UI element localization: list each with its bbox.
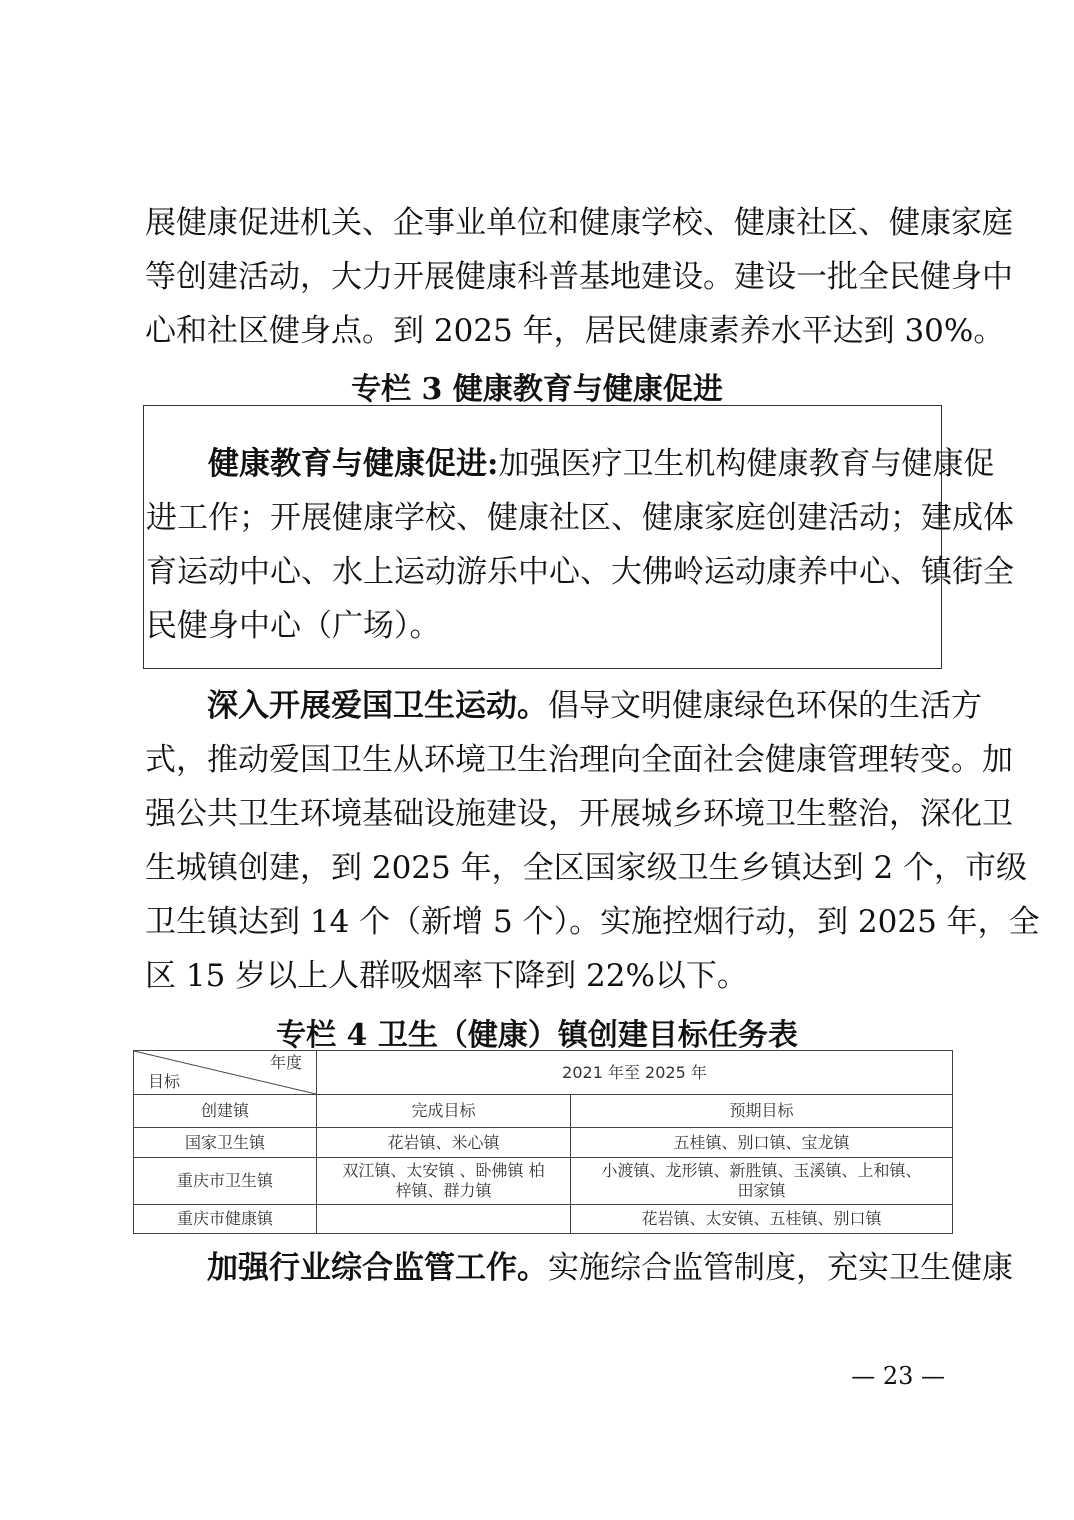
- column-3-line-1: [146, 444, 995, 484]
- paragraph-2-line-1: [145, 686, 982, 726]
- paragraph-1-line-2: 等创建活动，大力开展健康科普基地建设。建设一批全民健身中: [145, 259, 1013, 295]
- row-label: 国家卫生镇: [134, 1128, 317, 1158]
- expected-cell: [571, 1128, 953, 1158]
- paragraph-2-line-6: 区 15 岁以上人群吸烟率下降到 22%以下。: [145, 958, 748, 994]
- expected-text: 五桂镇、别口镇、宝龙镇: [673, 1132, 850, 1152]
- done-text-line-2: 梓镇、群力镇: [395, 1181, 492, 1200]
- diag-header-target: 目标: [148, 1072, 181, 1091]
- table-header-row: [134, 1051, 953, 1095]
- column-4-title: 专栏 4 卫生（健康）镇创建目标任务表: [276, 1018, 798, 1053]
- paragraph-2-line-5: 卫生镇达到 14 个（新增 5 个）。实施控烟行动，到 2025 年，全: [145, 904, 1040, 940]
- column-3-line-2: 进工作；开展健康学校、健康社区、健康家庭创建活动；建成体: [146, 500, 1014, 536]
- column-3-box: [143, 405, 1014, 669]
- period-header: 2021 年至 2025 年: [317, 1051, 953, 1095]
- diagonal-header-cell: [134, 1051, 317, 1095]
- table-row: [134, 1128, 953, 1158]
- expected-text-line-1: 小渡镇、龙形镇、新胜镇、玉溪镇、上和镇、: [601, 1161, 922, 1180]
- column-3-line-1-rest: 加强医疗卫生机构健康教育与健康促: [498, 446, 995, 482]
- expected-text-line-2: 田家镇: [737, 1181, 786, 1200]
- town-targets-table: [133, 1050, 953, 1234]
- table-subheader-row: [134, 1095, 953, 1128]
- expected-target-header: 预期目标: [571, 1095, 953, 1128]
- done-target-header: 完成目标: [317, 1095, 571, 1128]
- paragraph-2-line-1-rest: 倡导文明健康绿色环保的生活方: [548, 688, 982, 724]
- row-label: 重庆市卫生镇: [134, 1158, 317, 1205]
- column-3-bold-lead: 健康教育与健康促进:: [208, 446, 499, 482]
- table-row: [134, 1205, 953, 1234]
- column-3-line-4: 民健身中心（广场）。: [146, 608, 441, 644]
- column-3-title: 专栏 3 健康教育与健康促进: [351, 372, 723, 407]
- paragraph-2-bold-lead: 深入开展爱国卫生运动。: [207, 688, 548, 724]
- paragraph-3-line-1-rest: 实施综合监管制度，充实卫生健康: [548, 1250, 1013, 1286]
- paragraph-2-line-4: 生城镇创建，到 2025 年，全区国家级卫生乡镇达到 2 个，市级: [145, 850, 1028, 886]
- paragraph-3-line-1: [145, 1248, 1013, 1288]
- diag-header-year: 年度: [269, 1053, 302, 1072]
- expected-cell: [571, 1205, 953, 1234]
- done-cell: [317, 1158, 571, 1205]
- row-label-header: 创建镇: [134, 1095, 317, 1128]
- table-row: [134, 1158, 953, 1205]
- expected-text: 花岩镇、太安镇、五桂镇、别口镇: [641, 1209, 882, 1228]
- done-text: 花岩镇、米心镇: [387, 1132, 500, 1152]
- paragraph-2-line-2: 式，推动爱国卫生从环境卫生治理向全面社会健康管理转变。加: [145, 742, 1013, 778]
- expected-cell: [571, 1158, 953, 1205]
- done-cell: [317, 1205, 571, 1234]
- done-text-line-1: 双江镇、太安镇 、卧佛镇 柏: [342, 1161, 545, 1180]
- column-3-line-3: 育运动中心、水上运动游乐中心、大佛岭运动康养中心、镇街全: [146, 554, 1014, 590]
- paragraph-3-bold-lead: 加强行业综合监管工作。: [207, 1250, 548, 1286]
- row-label: 重庆市健康镇: [134, 1205, 317, 1234]
- paragraph-2-line-3: 强公共卫生环境基础设施建设，开展城乡环境卫生整治，深化卫: [145, 796, 1013, 832]
- done-cell: [317, 1128, 571, 1158]
- paragraph-1-line-3: 心和社区健身点。到 2025 年，居民健康素养水平达到 30%。: [145, 313, 1005, 349]
- page-number: — 23 —: [851, 1362, 945, 1390]
- paragraph-1-line-1: 展健康促进机关、企事业单位和健康学校、健康社区、健康家庭: [145, 205, 1013, 241]
